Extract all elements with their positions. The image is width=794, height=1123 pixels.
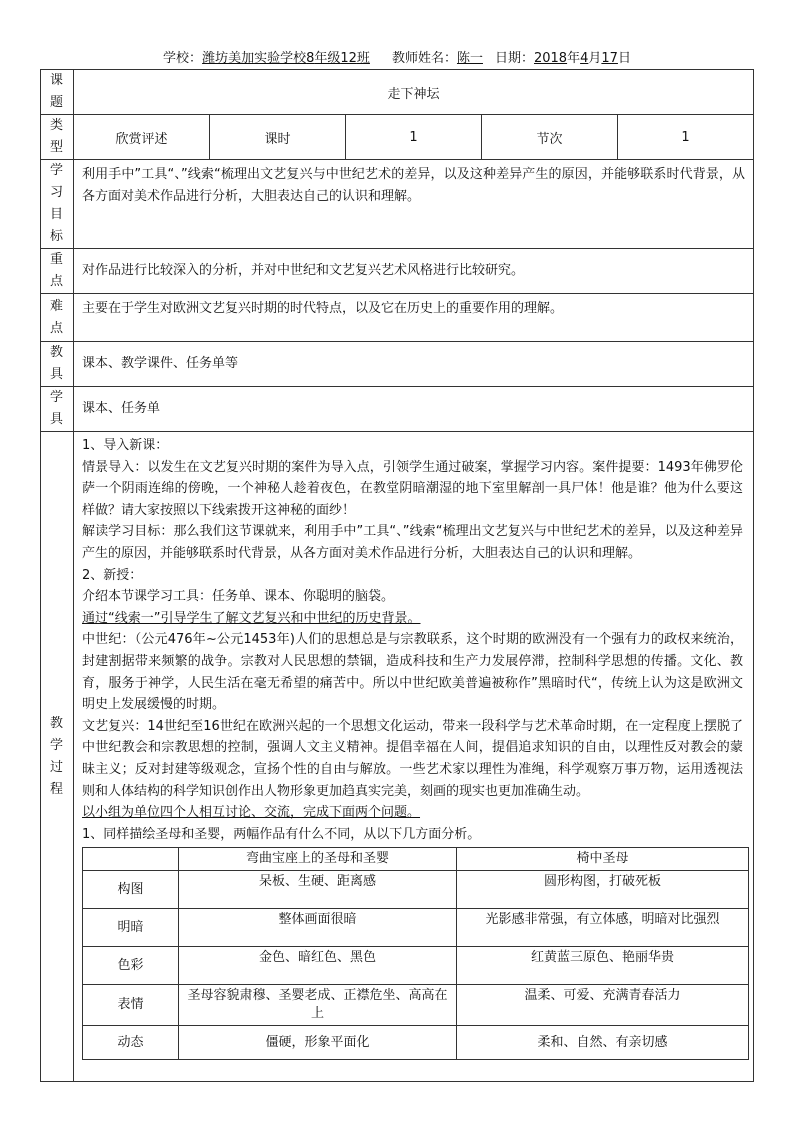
process-label: 教 学 过 程 [41,432,74,1082]
hours-label: 课时 [210,115,346,160]
date-month: 4 [580,51,589,66]
document-header [0,50,794,68]
teacher-tools-row [41,342,754,387]
comparison-left: 整体画面很暗 [179,909,457,947]
comparison-row [83,909,749,947]
teacher-label: 教师姓名： [391,51,457,66]
date-year: 2018 [533,51,568,66]
comparison-header-right: 椅中圣母 [457,848,749,871]
teacher-tools-label: 教 具 [41,342,74,387]
comparison-row [83,871,749,909]
comparison-right: 圆形构图，打破死板 [457,871,749,909]
process-p6: 通过“线索一”引导学生了解文艺复兴和中世纪的历史背景。 [82,610,421,626]
type-label: 类 型 [41,115,74,160]
process-p3: 解读学习目标：那么我们这节课就来，利用手中”工具“、”线索“梳理出文艺复兴与中世纪艺术的差异，以及这种差异产生的原因，并能够联系时代背景，从各方面对美术作品进行分析，大胆表达自己的认识和理解。 [82,524,744,561]
student-tools-label: 学 具 [41,387,74,432]
comparison-aspect: 色彩 [83,947,179,985]
difficulty-row [41,294,754,342]
process-p10: 1、同样描绘圣母和圣婴，两幅作品有什么不同，从以下几方面分析。 [82,826,481,842]
comparison-left: 呆板、生硬、距离感 [179,871,457,909]
comparison-table [82,847,749,1060]
comparison-header-left: 弯曲宝座上的圣母和圣婴 [179,848,457,871]
key-text: 对作品进行比较深入的分析，并对中世纪和文艺复兴艺术风格进行比较研究。 [74,249,754,294]
key-row [41,249,754,294]
lesson-plan-table [40,69,754,1082]
section-label: 节次 [482,115,618,160]
class-value: 12 [340,51,357,66]
day-label: 日 [617,51,631,66]
school-label: 学校： [163,51,203,66]
comparison-aspect: 动态 [83,1026,179,1060]
goals-label: 学 习 目 标 [41,160,74,249]
comparison-header-aspect [83,848,179,871]
process-row [41,432,754,1082]
process-content [74,432,754,1082]
topic-row [41,70,754,115]
topic-label: 课 题 [41,70,74,115]
comparison-right: 光影感非常强，有立体感，明暗对比强烈 [457,909,749,947]
process-text [82,435,743,845]
hours-value: 1 [346,115,482,160]
process-p8: 文艺复兴：14世纪至16世纪在欧洲兴起的一个思想文化运动，带来一段科学与艺术革命时期，在一定程度上摆脱了中世纪教会和宗教思想的控制，强调人文主义精神。提倡幸福在人间，提倡追求知识的自由，以理性反对教会的蒙昧主义；反对封建等级观念，宣扬个性的自由与解放。一些艺术家以理性为准绳，科学观察万事万物，运用透视法则和人体结构的科学知识创作出人物形象更加趋真实完美，刻画的现实也更加准确生动。 [82,718,744,799]
comparison-left: 圣母容貌肃穆、圣婴老成、正襟危坐、高高在上 [179,985,457,1026]
goals-text: 利用手中”工具“、”线索“梳理出文艺复兴与中世纪艺术的差异，以及这种差异产生的原因，并能够联系时代背景，从各方面对美术作品进行分析，大胆表达自己的认识和理解。 [74,160,754,249]
topic-value: 走下神坛 [74,70,754,115]
teacher-tools-text: 课本、教学课件、任务单等 [74,342,754,387]
process-p2: 情景导入：以发生在文艺复兴时期的案件为导入点，引领学生通过破案，掌握学习内容。案件提要：1493年佛罗伦萨一个阴雨连绵的傍晚，一个神秘人趁着夜色，在教堂阴暗潮湿的地下室里解剖一具尸体！他是谁？他为什么要这样做？请大家按照以下线索拨开这神秘的面纱！ [82,459,744,518]
comparison-row [83,985,749,1026]
school-name: 潍坊美加实验学校 [202,51,307,66]
difficulty-label: 难 点 [41,294,74,342]
comparison-row [83,1026,749,1060]
process-p1: 1、导入新课： [82,438,169,453]
comparison-row [83,947,749,985]
comparison-aspect: 构图 [83,871,179,909]
process-p4: 2、新授： [82,567,143,583]
comparison-left: 僵硬，形象平面化 [179,1026,457,1060]
type-row [41,115,754,160]
student-tools-text: 课本、任务单 [74,387,754,432]
comparison-aspect: 表情 [83,985,179,1026]
comparison-right: 柔和、自然、有亲切感 [457,1026,749,1060]
month-label: 月 [588,51,602,66]
type-value: 欣赏评述 [74,115,210,160]
comparison-right: 红黄蓝三原色、艳丽华贵 [457,947,749,985]
grade-value: 8 [306,51,315,66]
goals-row [41,160,754,249]
teacher-name: 陈一 [456,51,483,66]
date-day: 17 [601,51,618,66]
process-p9: 以小组为单位四个人相互讨论、交流，完成下面两个问题。 [82,805,421,821]
comparison-right: 温柔、可爱、充满青春活力 [457,985,749,1026]
comparison-aspect: 明暗 [83,909,179,947]
date-label: 日期： [494,51,534,66]
key-label: 重 点 [41,249,74,294]
student-tools-row [41,387,754,432]
difficulty-text: 主要在于学生对欧洲文艺复兴时期的时代特点，以及它在历史上的重要作用的理解。 [74,294,754,342]
process-p7: 中世纪：（公元476年~公元1453年)人们的思想总是与宗教联系，这个时期的欧洲没有一个强有力的政权来统治，封建割据带来频繁的战争。宗教对人民思想的禁锢，造成科技和生产力发展停滞，控制科学思想的传播。文化、教育，服务于神学，人民生活在毫无希望的痛苦中。所以中世纪欧美普遍被称作”黑暗时代“，传统上认为这是欧洲文明史上发展缓慢的时期。 [82,632,744,713]
year-label: 年 [567,51,581,66]
section-value: 1 [618,115,754,160]
comparison-header-row [83,848,749,871]
process-p5: 介绍本节课学习工具：任务单、课本、你聪明的脑袋。 [82,589,395,605]
comparison-left: 金色、暗红色、黑色 [179,947,457,985]
grade-label: 年级 [314,51,341,66]
class-label: 班 [356,51,370,66]
